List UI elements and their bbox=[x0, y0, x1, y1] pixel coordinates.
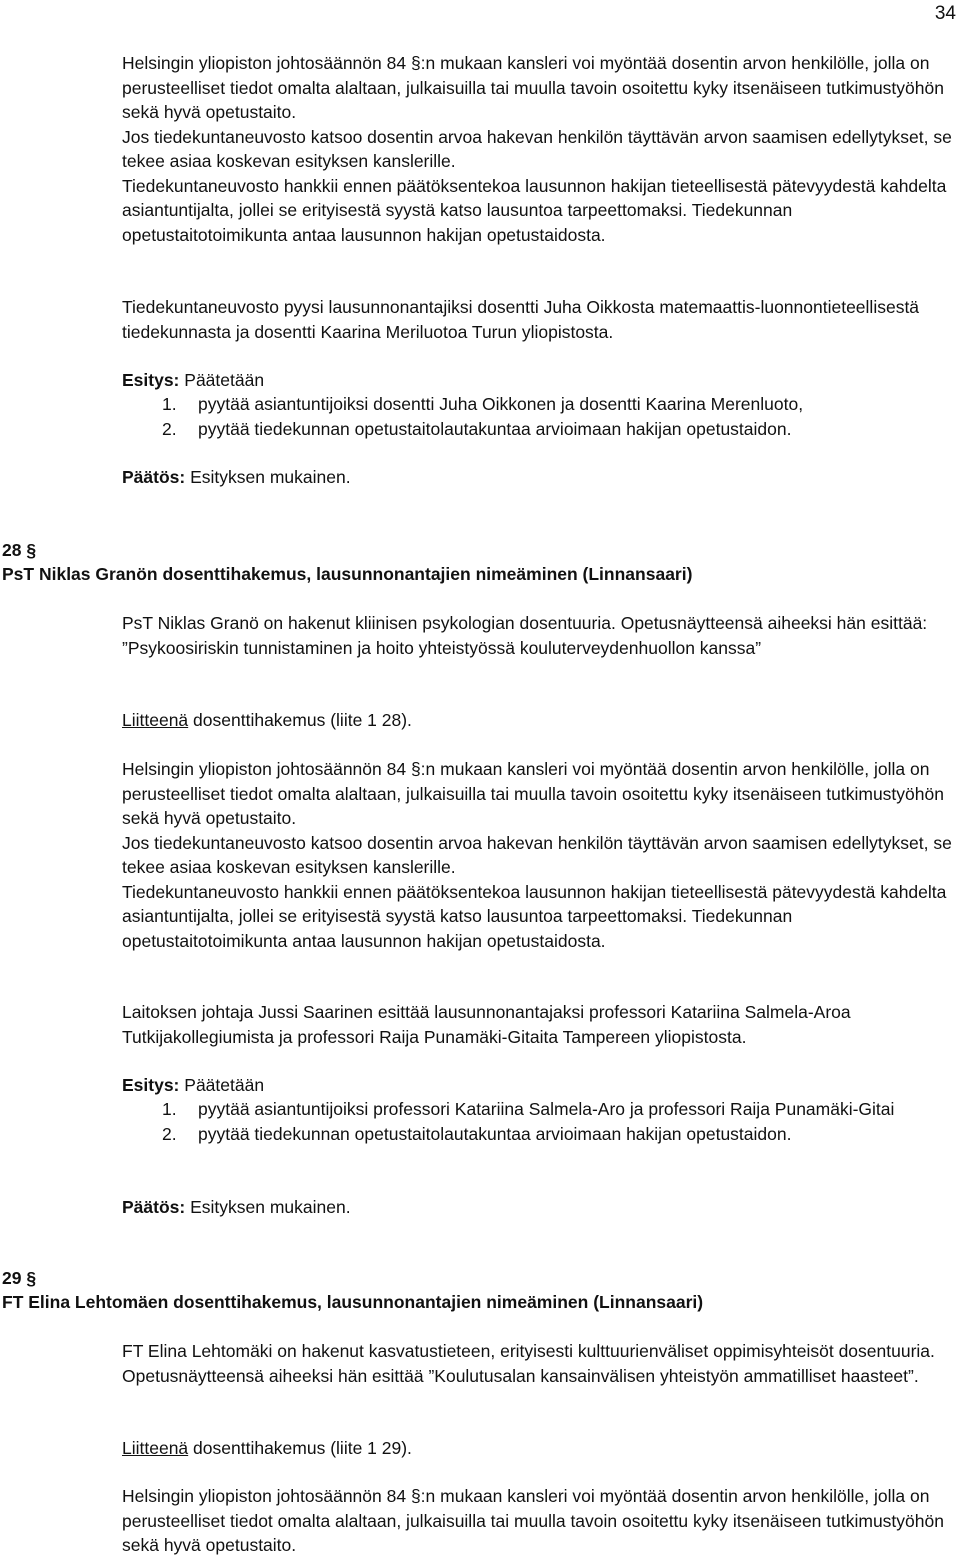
decision-text: Esityksen mukainen. bbox=[190, 467, 351, 487]
list-item-number: 1. bbox=[162, 394, 177, 414]
attachment-text: dosenttihakemus (liite 1 28). bbox=[193, 710, 412, 730]
list-item-text: pyytää asiantuntijoiksi professori Katariina Salmela-Aro ja professori Raija Punamäki-Gitai bbox=[198, 1099, 895, 1119]
section-29-attachment bbox=[122, 1436, 954, 1461]
section-28-number: 28 § bbox=[2, 540, 37, 560]
list-item bbox=[122, 1122, 954, 1147]
section-28-attachment bbox=[122, 708, 954, 733]
proposal-line-28 bbox=[122, 1073, 954, 1098]
proposal-verb: Päätetään bbox=[184, 370, 265, 390]
list-item-number: 1. bbox=[162, 1099, 177, 1119]
rule-statements-paragraph: Tiedekuntaneuvosto hankkii ennen päätöksentekoa lausunnon hakijan tieteellisestä pätevyydestä kahdelta asiantuntijalta, jollei se erityisestä syystä katso lausuntoa tarpeettomaksi. Tiedekunnan opetustaitotoimikunta antaa lausunnon hakijan opetustaidosta. bbox=[122, 175, 947, 245]
proposal-label: Esitys: bbox=[122, 370, 180, 390]
list-item-number: 2. bbox=[162, 1123, 177, 1144]
rule-84-paragraph: Helsingin yliopiston johtosäännön 84 §:n mukaan kansleri voi myöntää dosentin arvon henkilölle, jolla on perusteelliset tiedot omalta alaltaan, julkaisuilla tai muulla tavoin osoitettu kyky itsenäiseen tutkimustyöhön sekä hyvä opetustaito. bbox=[122, 759, 944, 828]
rules-block-29 bbox=[122, 1484, 954, 1558]
section-29-intro: FT Elina Lehtomäki on hakenut kasvatustieteen, erityisesti kulttuurienväliset oppimisyhteisöt dosentuuria. Opetusnäytteensä aiheeksi hän esittää ”Koulutusalan kansainvälisen yhteistyön ammatilliset haasteet”. bbox=[122, 1341, 935, 1386]
rule-84-paragraph: Helsingin yliopiston johtosäännön 84 §:n mukaan kansleri voi myöntää dosentin arvon henkilölle, jolla on perusteelliset tiedot omalta alaltaan, julkaisuilla tai muulla tavoin osoitettu kyky itsenäiseen tutkimustyöhön sekä hyvä opetustaito. bbox=[122, 53, 944, 122]
list-item bbox=[122, 392, 954, 417]
rule-faculty-paragraph: Jos tiedekuntaneuvosto katsoo dosentin arvoa hakevan henkilön täyttävän arvon saamisen edellytykset, se tekee asiaa koskevan esityksen kanslerille. bbox=[122, 126, 952, 171]
statement-paragraph-27: Tiedekuntaneuvosto pyysi lausunnonantajiksi dosentti Juha Oikkosta matemaattis-luonnontieteellisestä tiedekunnasta ja dosentti Kaarina Meriluotoa Turun yliopistosta. bbox=[122, 297, 920, 342]
proposal-label: Esitys: bbox=[122, 1075, 180, 1095]
section-28-title: PsT Niklas Granön dosenttihakemus, lausunnonantajien nimeäminen (Linnansaari) bbox=[2, 564, 693, 584]
proposal-list-27 bbox=[122, 392, 954, 441]
rule-84-paragraph: Helsingin yliopiston johtosäännön 84 §:n mukaan kansleri voi myöntää dosentin arvon henkilölle, jolla on perusteelliset tiedot omalta alaltaan, julkaisuilla tai muulla tavoin osoitettu kyky itsenäiseen tutkimustyöhön sekä hyvä opetustaito. bbox=[122, 1486, 944, 1555]
rules-block-27 bbox=[122, 51, 954, 247]
section-29-title: FT Elina Lehtomäen dosenttihakemus, lausunnonantajien nimeäminen (Linnansaari) bbox=[2, 1292, 704, 1312]
list-item bbox=[122, 417, 954, 442]
decision-line-27 bbox=[122, 465, 954, 490]
decision-line-28 bbox=[122, 1195, 954, 1220]
decision-text: Esityksen mukainen. bbox=[190, 1197, 351, 1217]
attachment-label: Liitteenä bbox=[122, 1438, 189, 1458]
list-item-text: pyytää asiantuntijoiksi dosentti Juha Oikkonen ja dosentti Kaarina Merenluoto, bbox=[198, 394, 804, 414]
section-28-intro: PsT Niklas Granö on hakenut kliinisen psykologian dosentuuria. Opetusnäytteensä aiheeksi hän esittää: ”Psykoosiriskin tunnistaminen ja hoito yhteistyössä kouluterveydenhuollon kanssa” bbox=[122, 613, 928, 658]
rule-faculty-paragraph: Jos tiedekuntaneuvosto katsoo dosentin arvoa hakevan henkilön täyttävän arvon saamisen edellytykset, se tekee asiaa koskevan esityksen kanslerille. bbox=[122, 832, 952, 877]
rule-statements-paragraph: Tiedekuntaneuvosto hankkii ennen päätöksentekoa lausunnon hakijan tieteellisestä pätevyydestä kahdelta asiantuntijalta, jollei se erityisestä syystä katso lausuntoa tarpeettomaksi. Tiedekunnan opetustaitotoimikunta antaa lausunnon hakijan opetustaidosta. bbox=[122, 881, 947, 951]
decision-label: Päätös: bbox=[122, 467, 186, 487]
list-item-text: pyytää tiedekunnan opetustaitolautakuntaa arvioimaan hakijan opetustaidon. bbox=[198, 1123, 792, 1144]
page-number: 34 bbox=[934, 3, 956, 24]
proposal-verb: Päätetään bbox=[184, 1075, 265, 1095]
proposal-line-27 bbox=[122, 368, 954, 393]
attachment-text: dosenttihakemus (liite 1 29). bbox=[193, 1438, 412, 1458]
list-item-text: pyytää tiedekunnan opetustaitolautakuntaa arvioimaan hakijan opetustaidon. bbox=[198, 418, 792, 439]
attachment-label: Liitteenä bbox=[122, 710, 189, 730]
proposal-list-28 bbox=[122, 1097, 954, 1146]
section-29-number: 29 § bbox=[2, 1268, 37, 1288]
list-item bbox=[122, 1097, 954, 1122]
decision-label: Päätös: bbox=[122, 1197, 186, 1217]
rules-block-28 bbox=[122, 757, 954, 953]
statement-paragraph-28: Laitoksen johtaja Jussi Saarinen esittää lausunnonantajaksi professori Katariina Salmela-Aroa Tutkijakollegiumista ja professori Raija Punamäki-Gitaita Tampereen yliopistosta. bbox=[122, 1002, 851, 1047]
list-item-number: 2. bbox=[162, 418, 177, 439]
